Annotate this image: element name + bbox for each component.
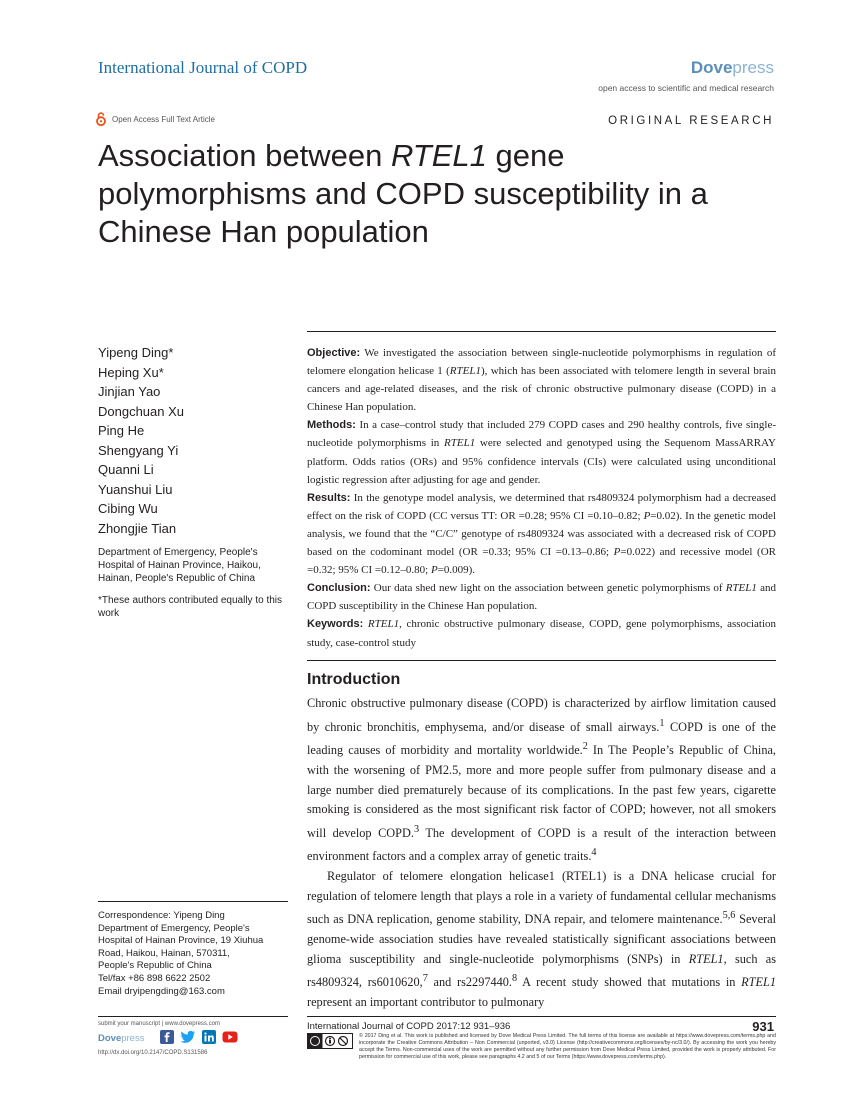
results-text: In the genotype model analysis, we determined that rs4809324 polymorphism had a decreased effect on the risk of COPD (CC versus TT: OR =0.28; 95% CI =0.10–0.82; bbox=[307, 491, 776, 522]
citation-ref[interactable]: 2 bbox=[582, 741, 588, 753]
conclusion-text-end: and COPD susceptibility in the Chinese Han population. bbox=[307, 582, 776, 613]
brand-bold: Dove bbox=[690, 58, 733, 77]
publisher-tagline: open access to scientific and medical research bbox=[598, 83, 774, 93]
author: Heping Xu* bbox=[98, 364, 164, 380]
intro-text: The development of COPD is a result of the interaction between environment factors and a complex array of genetic traits. bbox=[307, 825, 776, 864]
author: Zhongjie Tian bbox=[98, 520, 177, 536]
intro-text: COPD is one of the leading causes of morbidity and mortality worldwide. bbox=[307, 719, 777, 758]
facebook-icon[interactable] bbox=[160, 1030, 174, 1044]
intro-gene: RTEL1 bbox=[741, 975, 776, 990]
article-type: ORIGINAL RESEARCH bbox=[608, 115, 774, 127]
publisher-logo[interactable] bbox=[691, 58, 774, 78]
intro-text: In The People’s Republic of China, with the worsening of PM2.5, more and more people suffer from pulmonary disease and a large number died prematurely because of its complications. In the past few years, cigarette smoking is considered as the most significant risk factor of COPD; however, not all smokers will develop COPD. bbox=[307, 743, 777, 840]
correspondence-line: Department of Emergency, People's bbox=[98, 922, 250, 934]
citation-ref[interactable]: 8 bbox=[512, 973, 518, 985]
license-block bbox=[307, 1033, 776, 1061]
title-part-1: Association between bbox=[98, 138, 391, 173]
title-gene: RTEL1 bbox=[390, 138, 487, 173]
abstract-results bbox=[307, 489, 776, 579]
footer-publisher-logo[interactable] bbox=[98, 1033, 144, 1044]
abstract-bottom-rule bbox=[307, 660, 776, 661]
correspondence-email[interactable]: Email dryipengding@163.com bbox=[98, 985, 225, 997]
objective-label: Objective: bbox=[307, 347, 361, 359]
citation-ref[interactable]: 5,6 bbox=[722, 910, 736, 922]
citation-ref[interactable]: 7 bbox=[422, 973, 428, 985]
author: Cibing Wu bbox=[98, 501, 158, 516]
intro-gene: RTEL1 bbox=[688, 951, 724, 966]
social-links bbox=[160, 1030, 238, 1044]
methods-text: In a case–control study that included 279 COPD cases and 290 healthy controls, five single-nucleotide polymorphisms in bbox=[307, 419, 776, 450]
p-symbol: P bbox=[430, 564, 438, 577]
author: Dongchuan Xu bbox=[98, 403, 185, 419]
author: Jinjian Yao bbox=[98, 384, 161, 399]
open-access-badge bbox=[96, 112, 215, 126]
conclusion-label: Conclusion: bbox=[307, 582, 371, 595]
methods-text-end: were selected and genotyped using the Sequenom MassARRAY platform. Odds ratios (ORs) and 95% confidence intervals (CIs) were calculated using unconditional logistic regression after adjusting for age and gender. bbox=[307, 437, 776, 486]
intro-text: , such as rs4809324, rs6010620, bbox=[307, 951, 777, 990]
article-title bbox=[98, 137, 778, 251]
page-number: 931 bbox=[752, 1019, 774, 1034]
intro-text: Several genome-wide association studies have revealed statistically significant associations between glioma susceptibility and single-nucleotide polymorphisms (SNPs) in bbox=[307, 912, 776, 966]
p-symbol: P bbox=[643, 509, 651, 522]
abstract-keywords bbox=[307, 615, 776, 651]
methods-gene: RTEL1 bbox=[444, 437, 476, 450]
open-access-lock-icon bbox=[96, 112, 106, 126]
introduction-body bbox=[307, 694, 776, 1012]
intro-paragraph-2 bbox=[307, 867, 776, 1012]
footer-rule-left bbox=[98, 1016, 288, 1017]
correspondence-label: Correspondence: Yipeng Ding bbox=[98, 910, 225, 921]
doi-link[interactable]: http://dx.doi.org/10.2147/COPD.S131586 bbox=[98, 1050, 208, 1056]
abstract-methods bbox=[307, 416, 776, 488]
intro-text: and rs2297440. bbox=[427, 975, 513, 990]
correspondence-line: Tel/fax +86 898 6622 2502 bbox=[98, 972, 211, 984]
affiliation: Department of Emergency, People's Hospital of Hainan Province, Haikou, Hainan, People's Republic of China bbox=[98, 547, 261, 584]
author: Quanni Li bbox=[98, 462, 154, 477]
introduction-heading: Introduction bbox=[307, 671, 401, 688]
correspondence-line: Road, Haikou, Hainan, 570311, bbox=[98, 947, 230, 959]
open-access-label: Open Access Full Text Article bbox=[112, 114, 216, 124]
correspondence-line: People's Republic of China bbox=[98, 960, 212, 972]
conclusion-text: Our data shed new light on the association between genetic polymorphisms of bbox=[370, 582, 726, 595]
results-text: =0.022) and recessive model (OR =0.32; 95% CI =0.12–0.80; bbox=[307, 546, 777, 577]
keywords-gene: RTEL1 bbox=[367, 618, 400, 631]
author: Shengyang Yi bbox=[98, 442, 179, 458]
footer-rule-right bbox=[307, 1016, 776, 1017]
author: Yipeng Ding* bbox=[98, 345, 174, 360]
youtube-icon[interactable] bbox=[222, 1030, 238, 1044]
author: Yuanshui Liu bbox=[98, 481, 173, 497]
results-text: =0.02). In the genetic model analysis, we found that the “C/C” genotype of rs4809324 was associated with a decreased risk of COPD based on the codominant model (OR =0.33; 95% CI =0.13–0.86; bbox=[307, 509, 776, 559]
citation-ref[interactable]: 3 bbox=[413, 823, 420, 835]
title-part-2: gene polymorphisms and COPD susceptibility in a Chinese Han population bbox=[98, 138, 708, 249]
citation-ref[interactable]: 1 bbox=[659, 717, 665, 729]
brand-light: press bbox=[732, 58, 774, 77]
abstract-objective bbox=[307, 344, 776, 416]
equal-contribution-note: *These authors contributed equally to this work bbox=[98, 595, 282, 619]
intro-text: represent an important contributor to pulmonary bbox=[307, 994, 545, 1009]
creative-commons-badge-icon[interactable] bbox=[307, 1033, 353, 1049]
abstract bbox=[307, 344, 776, 652]
journal-name[interactable]: International Journal of COPD bbox=[98, 58, 308, 77]
footer-brand-light: press bbox=[121, 1033, 145, 1044]
citation-ref[interactable]: 4 bbox=[591, 847, 597, 859]
abstract-conclusion bbox=[307, 579, 776, 615]
license-text: © 2017 Ding et al. This work is published and licensed by Dove Medical Press Limited. The full terms of this license are available at https://www.dovepress.com/terms.php and incorporate the Creative Commons Attribution – Non Commercial (unported, v3.0) License (http://creativecommons.org/licenses/by-nc/3.0/). By accessing the work you hereby accept the Terms. Non-commercial uses of the work are permitted without any further permission from Dove Medical Press Limited, provided the work is properly attributed. For permission for commercial use of this work, please see paragraphs 4.2 and 5 of our Terms (https://www.dovepress.com/terms.php). bbox=[359, 1033, 776, 1060]
objective-gene: RTEL1 bbox=[449, 365, 481, 378]
correspondence-block bbox=[98, 910, 288, 998]
linkedin-icon[interactable] bbox=[202, 1030, 216, 1044]
intro-paragraph-1 bbox=[307, 694, 776, 867]
conclusion-gene: RTEL1 bbox=[725, 582, 757, 595]
intro-text: Chronic obstructive pulmonary disease (COPD) is characterized by airflow limitation caused by chronic bronchitis, emphysema, and/or disease of small airways. bbox=[307, 696, 776, 734]
keywords-text: , chronic obstructive pulmonary disease, COPD, gene polymorphisms, association study, case-control study bbox=[307, 618, 777, 649]
submit-manuscript-link[interactable]: submit your manuscript | www.dovepress.com bbox=[98, 1021, 220, 1027]
keywords-label: Keywords: bbox=[307, 618, 364, 631]
intro-text: A recent study showed that mutations in bbox=[517, 975, 742, 990]
objective-text: We investigated the association between single-nucleotide polymorphisms in regulation of telomere elongation helicase 1 ( bbox=[307, 347, 776, 378]
journal-citation: International Journal of COPD 2017:12 931–936 bbox=[307, 1021, 511, 1032]
abstract-top-rule bbox=[307, 331, 776, 332]
objective-text-end: ), which has been associated with telomere length in several brain cancers and age-related diseases, and the risk of chronic obstructive pulmonary disease (COPD) in a Chinese Han population. bbox=[307, 365, 776, 414]
author: Ping He bbox=[98, 423, 145, 438]
correspondence-divider bbox=[98, 901, 288, 902]
footer-brand-bold: Dove bbox=[98, 1033, 122, 1044]
p-symbol: P bbox=[613, 546, 621, 559]
twitter-icon[interactable] bbox=[180, 1030, 196, 1044]
intro-text: Regulator of telomere elongation helicase1 (RTEL1) is a DNA helicase crucial for regulation of telomere length that plays a role in a variety of fundamental cellular mechanisms such as DNA replication, genome stability, DNA repair, and telomere maintenance. bbox=[307, 869, 776, 927]
author-list bbox=[98, 343, 184, 538]
methods-label: Methods: bbox=[307, 419, 356, 432]
results-label: Results: bbox=[307, 491, 351, 504]
results-text-end: =0.009). bbox=[437, 564, 476, 577]
correspondence-line: Hospital of Hainan Province, 19 Xiuhua bbox=[98, 935, 264, 947]
